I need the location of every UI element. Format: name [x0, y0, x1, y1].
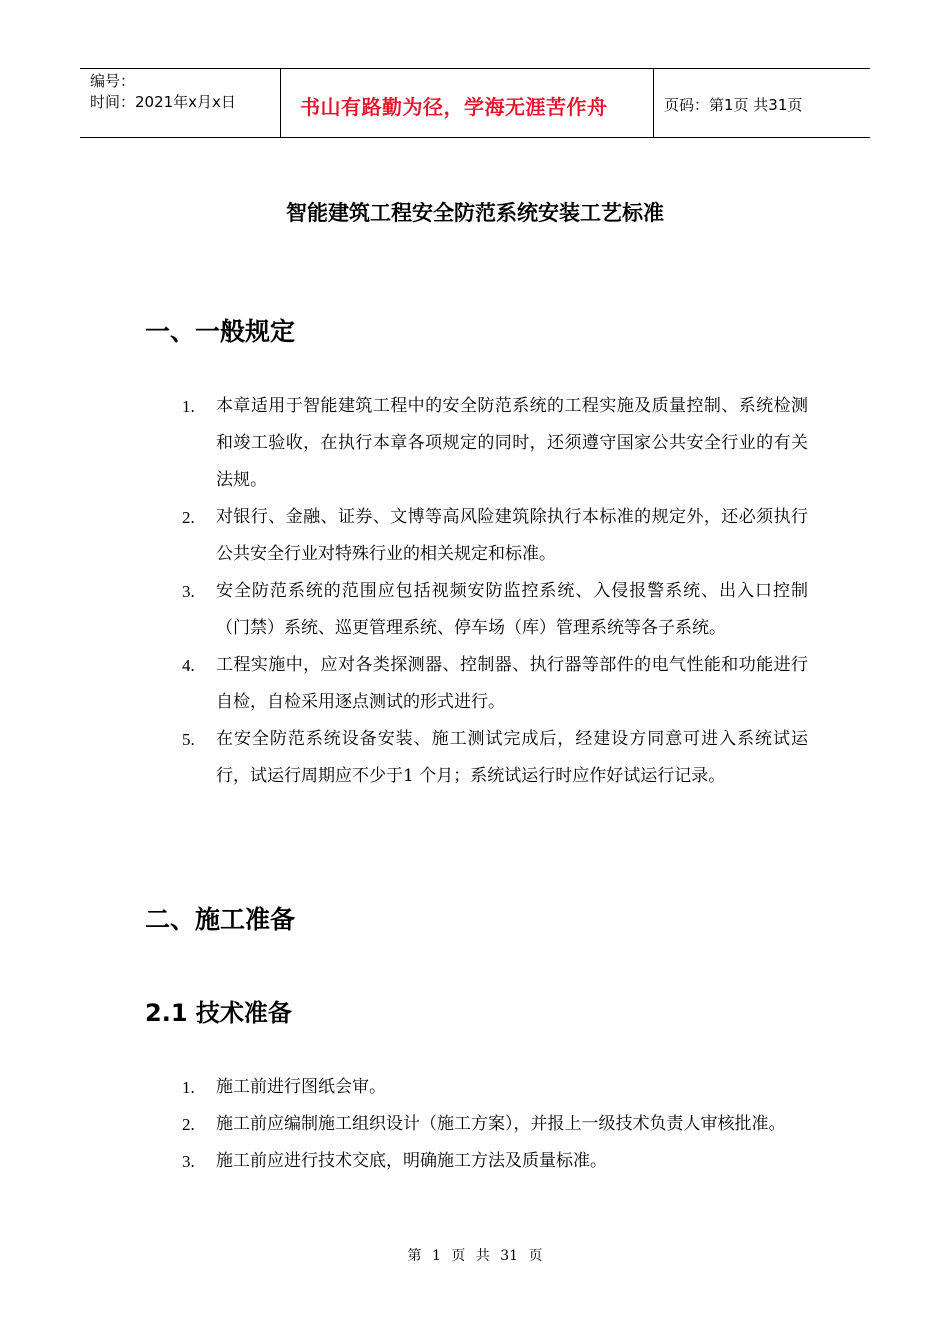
list-item [0, 1143, 950, 1180]
section-heading-preparation: 二、施工准备 [145, 905, 296, 934]
list-item [0, 499, 950, 573]
list-item-number: 1. [182, 1078, 195, 1097]
header-motto: 书山有路勤为径，学海无涯苦作舟 [300, 94, 608, 119]
list-item-number: 4. [182, 656, 195, 675]
section-heading-general: 一、一般规定 [145, 317, 296, 346]
list-item [0, 721, 950, 795]
page-footer: 第 1 页 共 31 页 [407, 1248, 543, 1264]
header-motto-cell [281, 69, 654, 137]
header-page-label: 页码：第1页 共31页 [664, 95, 803, 114]
subsection-heading-technical: 2.1 技术准备 [145, 999, 292, 1027]
list-item-number: 3. [182, 1152, 195, 1171]
page-header [80, 68, 870, 138]
list-item-text: 工程实施中，应对各类探测器、控制器、执行器等部件的电气性能和功能进行自检，自检采用逐点测试的形式进行。 [216, 655, 808, 712]
technical-prep-list [0, 1069, 950, 1180]
list-item [0, 573, 950, 647]
list-item-text: 在安全防范系统设备安装、施工测试完成后，经建设方同意可进入系统试运行，试运行周期应不少于1 个月；系统试运行时应作好试运行记录。 [216, 729, 808, 786]
list-item-text: 施工前进行图纸会审。 [216, 1077, 386, 1097]
header-meta [80, 69, 281, 137]
list-item [0, 388, 950, 499]
list-item-number: 2. [182, 508, 195, 527]
list-item [0, 1106, 950, 1143]
list-item-number: 3. [182, 582, 195, 601]
general-rules-list [0, 388, 950, 795]
header-page-cell [654, 69, 870, 137]
header-number-label: 编号： [90, 72, 136, 90]
list-item [0, 1069, 950, 1106]
list-item-text: 施工前应编制施工组织设计（施工方案），并报上一级技术负责人审核批准。 [216, 1114, 786, 1134]
list-item-text: 施工前应进行技术交底，明确施工方法及质量标准。 [216, 1151, 607, 1171]
list-item [0, 647, 950, 721]
list-item-number: 1. [182, 397, 195, 416]
list-item-number: 2. [182, 1115, 195, 1134]
list-item-text: 本章适用于智能建筑工程中的安全防范系统的工程实施及质量控制、系统检测和竣工验收，在执行本章各项规定的同时，还须遵守国家公共安全行业的有关法规。 [216, 396, 808, 490]
list-item-text: 安全防范系统的范围应包括视频安防监控系统、入侵报警系统、出入口控制（门禁）系统、巡更管理系统、停车场（库）管理系统等各子系统。 [216, 581, 808, 638]
header-time-label: 时间：2021年x月x日 [90, 93, 236, 111]
list-item-text: 对银行、金融、证券、文博等高风险建筑除执行本标准的规定外，还必须执行公共安全行业对特殊行业的相关规定和标准。 [216, 507, 808, 564]
document-title: 智能建筑工程安全防范系统安装工艺标准 [286, 201, 664, 225]
list-item-number: 5. [182, 730, 195, 749]
